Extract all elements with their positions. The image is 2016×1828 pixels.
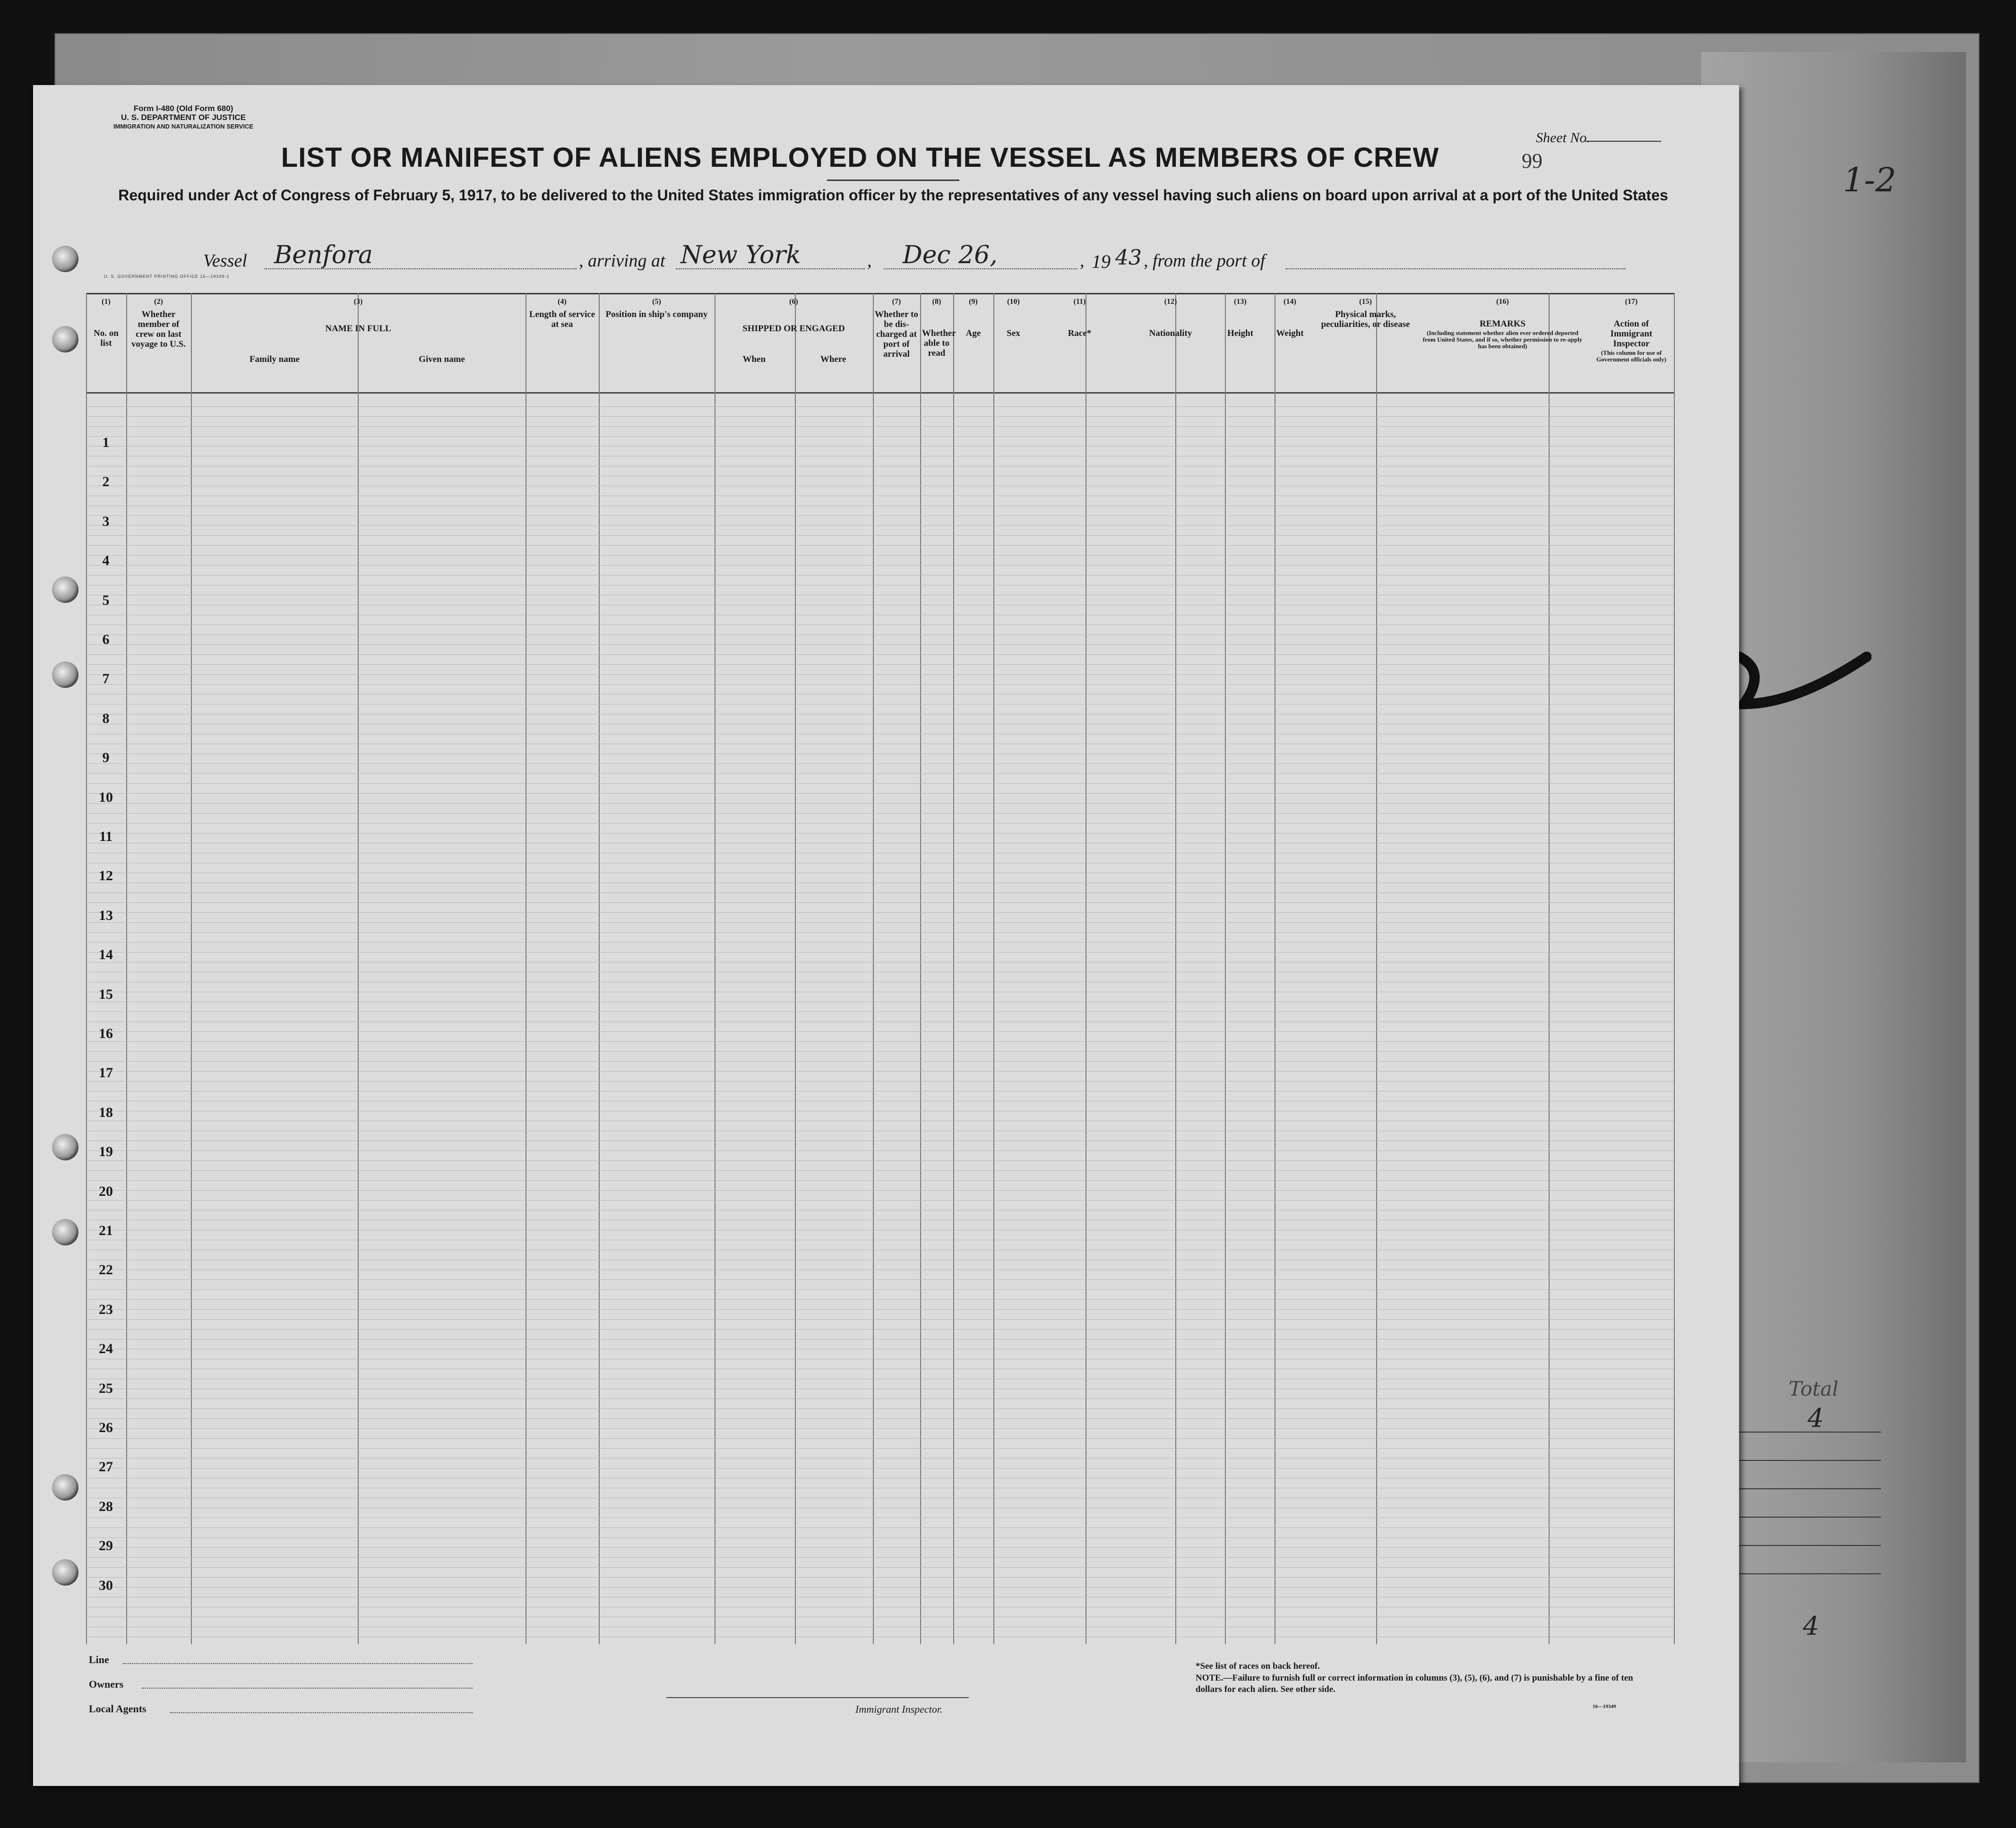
total-value-2: 4 [1803,1611,1819,1641]
column-number: (7) [892,298,901,306]
column-header: Whether to be dis-charged at port of arrival [875,309,918,359]
binder-hole [52,661,78,688]
vessel-name: Benfora [274,241,373,269]
row-number: 12 [99,868,113,884]
column-number: (6) [789,298,798,306]
column-number: (9) [969,298,978,306]
column-header: Whether able to read [922,328,956,358]
column-header: Sex [1007,328,1020,338]
vessel-info-row: Vessel Benfora , arriving at New York , Dec 26, , 19 43 , from the port of [203,246,1621,274]
column-header: Action of Immigrant Inspector [1610,319,1653,349]
column-number: (8) [932,298,941,306]
row-number: 22 [99,1262,113,1278]
column-header: REMARKS [1479,319,1526,329]
row-number: 5 [102,592,110,608]
column-header: Nationality [1149,328,1192,338]
column-number: (14) [1284,298,1296,306]
row-number: 8 [102,710,110,726]
total-label: Total [1789,1377,1839,1400]
binder-hole [52,576,78,603]
row-number: 21 [99,1223,113,1238]
column-number: (13) [1234,298,1247,306]
column-header: Length of service at sea [529,309,595,329]
column-subheader: (This column for use of Government officials only) [1596,349,1667,363]
binder-hole [52,326,78,352]
row-number: 20 [99,1183,113,1199]
local-agents-label: Local Agents [89,1703,146,1715]
column-number: (17) [1625,298,1638,306]
row-number: 28 [99,1498,113,1514]
column-number: (16) [1496,298,1509,306]
underlying-page-edge [1701,52,1966,1762]
binder-hole [52,1474,78,1501]
arrival-date: Dec 26, [903,241,998,269]
row-number: 26 [99,1420,113,1435]
row-number: 14 [99,947,113,963]
row-number: 3 [102,513,110,529]
check-mark-icon [1730,595,1871,737]
row-number: 23 [99,1301,113,1317]
page-title: LIST OR MANIFEST OF ALIENS EMPLOYED ON THE VESSEL AS MEMBERS OF CREW [281,142,1439,173]
crew-table [86,293,1674,1644]
row-number: 9 [102,750,110,766]
row-number: 18 [99,1104,113,1120]
form-code: 16—19349 [1593,1704,1616,1709]
column-number: (11) [1073,298,1086,306]
row-number: 24 [99,1341,113,1357]
column-subheader: (Including statement whether alien ever ordered deported from United States, and if so, whether permission to re-apply has been obtained) [1422,329,1583,350]
binder-hole [52,1134,78,1160]
column-header: Race* [1068,328,1092,338]
row-number: 10 [99,789,113,805]
column-header: Height [1227,328,1253,338]
page-subtitle: Required under Act of Congress of February 5, 1917, to be delivered to the United States immigration officer by the representatives of any vessel having such aliens on board upon arrival at a port of the United States [118,187,1668,204]
binder-hole [52,1219,78,1245]
column-number: (3) [353,298,363,306]
line-label: Line [89,1654,109,1665]
sheet-number: 99 [1522,149,1542,172]
row-number: 29 [99,1538,113,1554]
year-value: 43 [1115,246,1142,270]
races-note: *See list of races on back hereof. [1196,1661,1320,1671]
row-number: 2 [102,474,110,490]
row-number: 19 [99,1144,113,1160]
column-header: Age [965,328,981,338]
sheet-label: Sheet No. [1536,130,1590,146]
column-header: NAME IN FULL [325,324,391,334]
column-subheader: Given name [419,354,465,364]
top-right-handwritten-mark: 1-2 [1843,161,1896,199]
column-subheader: Family name [249,354,300,364]
title-rule [827,180,959,181]
row-number: 4 [102,553,110,569]
column-subheader: Where [820,354,846,364]
binder-hole [52,1559,78,1586]
row-number: 30 [99,1577,113,1593]
row-number: 11 [99,829,113,844]
column-header: Physical marks, peculiarities, or disease [1321,309,1410,329]
row-number: 7 [102,671,110,687]
column-header: SHIPPED OR ENGAGED [742,324,845,334]
arrival-port: New York [681,241,801,269]
column-number: (5) [652,298,661,306]
column-number: (12) [1164,298,1177,306]
from-port-label: , from the port of [1144,251,1266,271]
row-number: 17 [99,1065,113,1081]
column-header: Position in ship's company [605,309,708,319]
sheet-line [1585,141,1661,142]
printing-office-line: U. S. GOVERNMENT PRINTING OFFICE 16—19349-1 [104,274,230,279]
column-number: (4) [558,298,567,306]
column-number: (1) [102,298,111,306]
row-number: 1 [102,435,110,450]
arriving-label: , arriving at [579,251,665,271]
row-number: 16 [99,1026,113,1041]
immigrant-inspector-label: Immigrant Inspector. [855,1703,943,1715]
year-prefix: 19 [1092,251,1111,272]
penalty-note: NOTE.—Failure to furnish full or correct information in columns (3), (5), (6), and (7) is punishable by a fine of ten dollars for each alien. See other side. [1196,1673,1633,1694]
column-header: No. on list [94,328,119,348]
form-identifier: Form I-480 (Old Form 680) U. S. DEPARTMENT OF JUSTICE IMMIGRATION AND NATURALIZATION SERVICE [113,104,254,130]
row-number: 27 [99,1459,113,1475]
column-number: (15) [1359,298,1372,306]
owners-label: Owners [89,1678,124,1690]
vessel-label: Vessel [203,251,247,271]
column-number: (10) [1007,298,1020,306]
row-number: 15 [99,986,113,1002]
manifest-sheet [33,85,1739,1786]
column-number: (2) [154,298,163,306]
column-subheader: When [742,354,766,364]
column-header: Whether member of crew on last voyage to U.S. [131,309,186,349]
total-value-1: 4 [1808,1403,1824,1433]
binder-hole [52,246,78,272]
column-header: Weight [1276,328,1304,338]
row-number: 13 [99,907,113,923]
row-number: 25 [99,1380,113,1396]
row-number: 6 [102,632,110,647]
